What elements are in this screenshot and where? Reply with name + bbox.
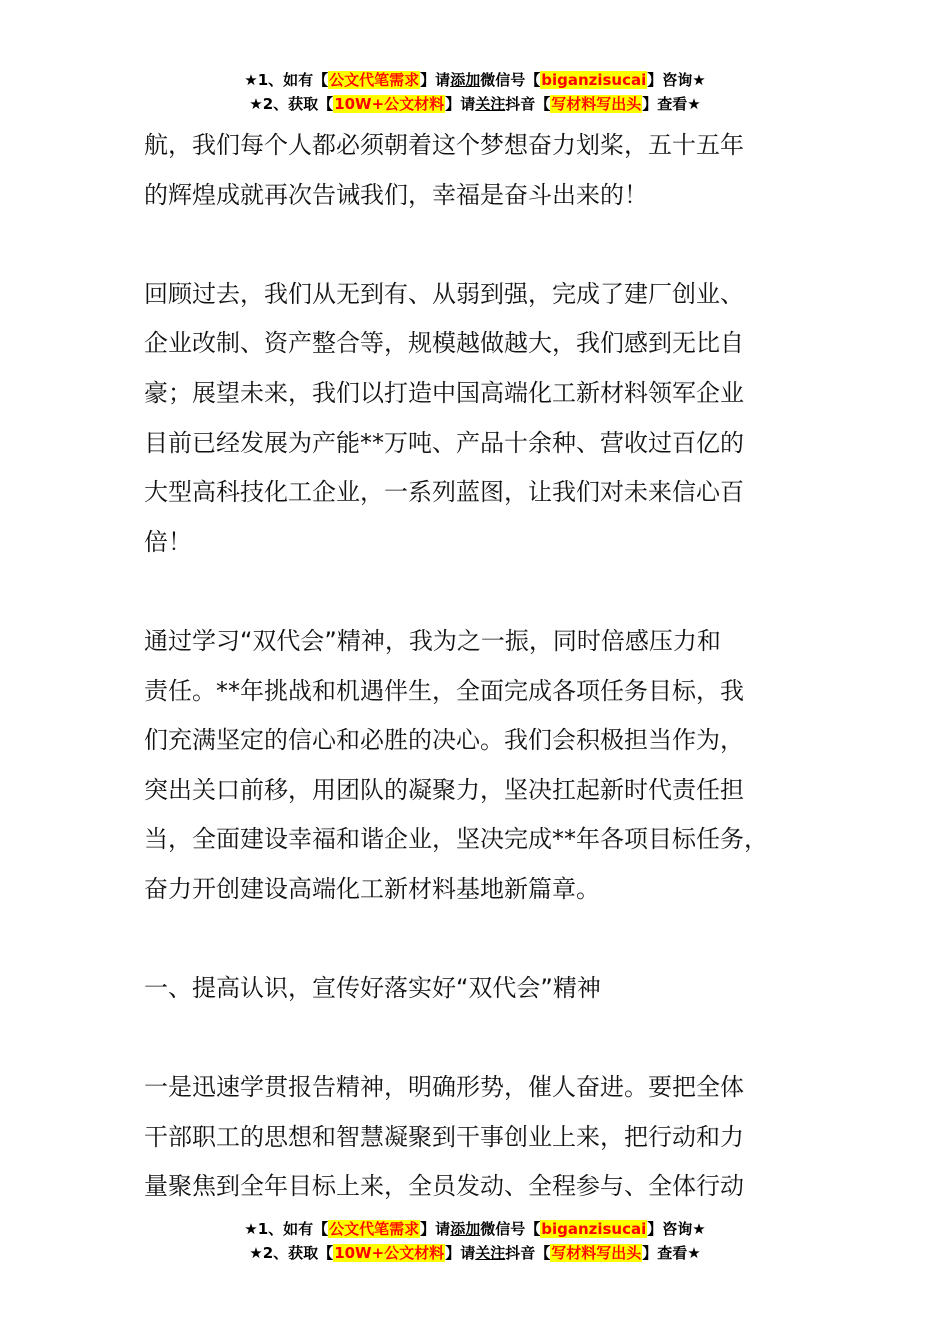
banner-text: ★2、获取【: [249, 1244, 334, 1262]
paragraph-gap: [144, 915, 834, 965]
paragraph-gap: [144, 220, 834, 270]
body-line: 企业改制、资产整合等，规模越做越大，我们感到无比自: [144, 329, 744, 358]
body-line: 干部职工的思想和智慧凝聚到干事创业上来，把行动和力: [144, 1122, 744, 1151]
banner-line-1: [0, 68, 950, 92]
banner-text: 】请: [420, 1220, 451, 1238]
body-line: 豪；展望未来，我们以打造中国高端化工新材料领军企业: [144, 378, 744, 407]
banner-emphasis: 关注: [475, 95, 506, 113]
body-line: 量聚焦到全年目标上来，全员发动、全程参与、全体行动: [144, 1172, 744, 1201]
document-body: [144, 121, 834, 1212]
banner-text: 】请: [420, 71, 451, 89]
banner-line-2: [0, 1241, 950, 1265]
footer-banner: [0, 1217, 950, 1265]
banner-line-2: [0, 92, 950, 116]
body-line: 奋力开创建设高端化工新材料基地新篇章。: [144, 874, 600, 903]
body-line: 们充满坚定的信心和必胜的决心。我们会积极担当作为，: [144, 726, 744, 755]
banner-highlight-wechat: biganzisucai: [541, 71, 647, 89]
banner-highlight-materials: 10W+公文材料: [334, 95, 445, 113]
banner-emphasis: 关注: [475, 1244, 506, 1262]
banner-text: 】咨询★: [647, 1220, 706, 1238]
body-line: 倍！: [144, 527, 192, 556]
banner-text: 】查看★: [642, 1244, 701, 1262]
banner-text: 】咨询★: [647, 71, 706, 89]
banner-highlight-wechat: biganzisucai: [541, 1220, 647, 1238]
body-line: 责任。**年挑战和机遇伴生，全面完成各项任务目标，我: [144, 676, 744, 705]
body-line: 航，我们每个人都必须朝着这个梦想奋力划桨，五十五年: [144, 131, 744, 159]
body-line: 回顾过去，我们从无到有、从弱到强，完成了建厂创业、: [144, 279, 744, 308]
banner-highlight-materials: 10W+公文材料: [334, 1244, 445, 1262]
paragraph-gap: [144, 1014, 834, 1064]
banner-text: ★1、如有【: [244, 71, 329, 89]
header-banner: [0, 68, 950, 116]
body-line: 目前已经发展为产能**万吨、产品十余种、营收过百亿的: [144, 428, 744, 457]
banner-emphasis: 添加: [450, 71, 481, 89]
banner-highlight-douyin: 写材料写出头: [551, 1244, 642, 1262]
banner-text: 抖音【: [505, 95, 551, 113]
banner-text: 微信号【: [480, 71, 541, 89]
paragraph-gap: [144, 567, 834, 617]
body-line: 突出关口前移，用团队的凝聚力，坚决扛起新时代责任担: [144, 775, 744, 804]
banner-line-1: [0, 1217, 950, 1241]
body-line: 大型高科技化工企业，一系列蓝图，让我们对未来信心百: [144, 478, 744, 507]
body-line: 一是迅速学贯报告精神，明确形势，催人奋进。要把全体: [144, 1073, 744, 1102]
banner-text: ★2、获取【: [249, 95, 334, 113]
banner-highlight-douyin: 写材料写出头: [551, 95, 642, 113]
banner-emphasis: 添加: [450, 1220, 481, 1238]
banner-highlight-service: 公文代笔需求: [329, 1220, 420, 1238]
banner-text: ★1、如有【: [244, 1220, 329, 1238]
section-heading: 一、提高认识，宣传好落实好“双代会”精神: [144, 974, 601, 1003]
body-line: 当，全面建设幸福和谐企业，坚决完成**年各项目标任务，: [144, 825, 768, 854]
banner-text: 微信号【: [480, 1220, 541, 1238]
banner-text: 】请: [445, 95, 476, 113]
banner-text: 】请: [445, 1244, 476, 1262]
body-line: 通过学习“双代会”精神，我为之一振，同时倍感压力和: [144, 626, 721, 655]
body-line: 的辉煌成就再次告诫我们，幸福是奋斗出来的！: [144, 180, 648, 209]
banner-text: 】查看★: [642, 95, 701, 113]
banner-highlight-service: 公文代笔需求: [329, 71, 420, 89]
banner-text: 抖音【: [505, 1244, 551, 1262]
